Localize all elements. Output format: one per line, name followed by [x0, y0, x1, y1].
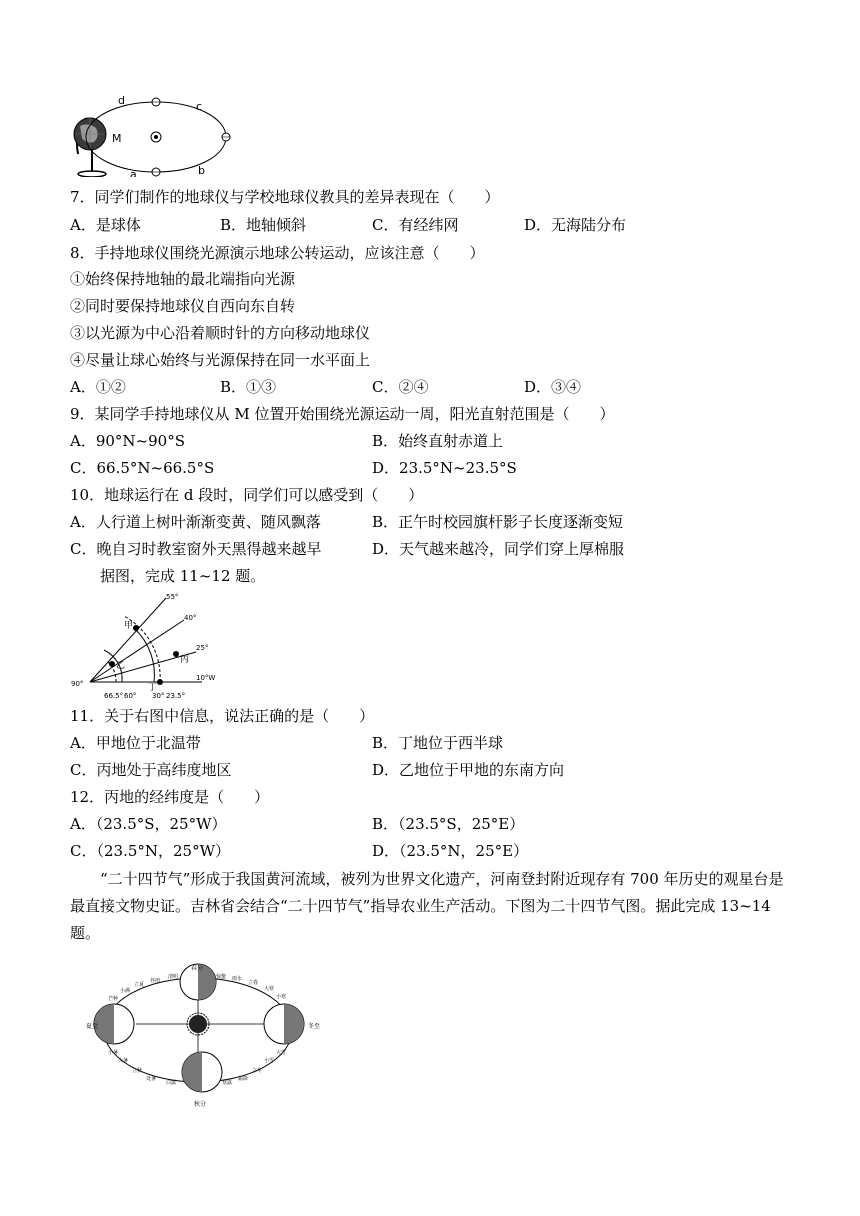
globe-winter	[264, 1004, 304, 1044]
intro-11-12: 据图，完成 11~12 题。	[100, 567, 266, 585]
graticule-figure	[68, 590, 228, 702]
term-13: 立冬	[252, 1068, 263, 1074]
graticule-label-66-5: 66.5°	[104, 692, 124, 700]
graticule-label-jia: 甲	[124, 621, 134, 631]
solar-terms-figure	[86, 962, 332, 1110]
term-dongzhi: 冬至	[308, 1023, 321, 1030]
q9-option-d: D．23.5°N~23.5°S	[372, 459, 517, 477]
q8-item-3: ③以光源为中心沿着顺时针的方向移动地球仪	[70, 324, 371, 342]
q9-option-c: C．66.5°N~66.5°S	[70, 459, 215, 477]
term-xiazhi: 夏至	[86, 1023, 99, 1030]
orbit-label-a: a	[130, 168, 137, 177]
q8-item-4: ④尽量让球心始终与光源保持在同一水平面上	[70, 351, 371, 369]
q8-item-1: ①始终保持地轴的最北端指向光源	[70, 270, 296, 288]
graticule-label-23-5: 23.5°	[166, 692, 186, 700]
q11-stem: 11．关于右图中信息，说法正确的是（ ）	[70, 707, 375, 725]
term-16: 小寒	[276, 994, 287, 1000]
term-3: 立夏	[134, 982, 145, 988]
graticule-label-40: 40°	[184, 614, 197, 622]
term-6: 小暑	[108, 1050, 119, 1056]
graticule-label-bing: 丙	[180, 655, 190, 665]
q9-option-a: A．90°N~90°S	[70, 432, 185, 450]
q7-option-c: C．有经纬网	[372, 216, 459, 234]
q9-option-b: B．始终直射赤道上	[372, 432, 504, 450]
q10-option-a: A．人行道上树叶渐渐变黄、随风飘落	[70, 513, 321, 531]
passage-13-14: “二十四节气”形成于我国黄河流域，被列为世界文化遗产，河南登封附近现存有 700 年历史的观星台是最直接文物史证。吉林省会结合“二十四节气”指导农业生产活动。下图为二十四节气图。据此完成 13~14 题。	[70, 870, 784, 942]
globe-autumn	[182, 1052, 222, 1092]
q8-option-c: C．②④	[372, 378, 429, 396]
term-4: 小满	[120, 988, 131, 994]
q9-stem: 9．某同学手持地球仪从 M 位置开始围绕光源运动一周，阳光直射范围是（ ）	[70, 405, 615, 423]
q12-option-c: C．（23.5°N，25°W）	[70, 842, 231, 860]
term-10: 白露	[166, 1080, 177, 1086]
orbit-label-c: c	[196, 100, 203, 113]
term-1: 清明	[168, 974, 179, 980]
term-20: 惊蛰	[216, 974, 227, 980]
graticule-label-yi: 乙	[116, 661, 126, 671]
term-2: 谷雨	[150, 978, 161, 984]
q12-option-b: B．（23.5°S，25°E）	[372, 815, 525, 833]
q11-option-a: A．甲地位于北温带	[70, 734, 201, 752]
q10-option-d: D．天气越来越冷，同学们穿上厚棉服	[372, 540, 625, 558]
q8-option-b: B．①③	[220, 378, 277, 396]
q11-option-d: D．乙地位于甲地的东南方向	[372, 761, 565, 779]
term-15: 大雪	[276, 1050, 287, 1056]
orbit-label-d: d	[118, 94, 125, 107]
term-5: 芒种	[108, 996, 119, 1002]
graticule-label-30: 30°	[152, 692, 165, 700]
q7-option-b: B．地轴倾斜	[220, 216, 307, 234]
q12-option-d: D．（23.5°N，25°E）	[372, 842, 529, 860]
q7-option-a: A．是球体	[70, 216, 141, 234]
q12-option-a: A．（23.5°S，25°W）	[70, 815, 227, 833]
q8-option-d: D．③④	[524, 378, 582, 396]
term-14: 小雪	[264, 1058, 275, 1064]
q11-option-c: C．丙地处于高纬度地区	[70, 761, 232, 779]
term-qiufen: 秋分	[194, 1101, 207, 1108]
term-11: 寒露	[222, 1080, 233, 1086]
q10-option-b: B．正午时校园旗杆影子长度逐渐变短	[372, 513, 624, 531]
graticule-label-55: 55°	[166, 593, 179, 601]
graticule-label-10w: 10°W	[196, 674, 216, 682]
globe-summer	[94, 1004, 134, 1044]
q12-stem: 12．丙地的经纬度是（ ）	[70, 788, 270, 806]
term-12: 霜降	[238, 1076, 249, 1082]
q7-stem: 7．同学们制作的地球仪与学校地球仪教具的差异表现在（ ）	[70, 188, 500, 206]
graticule-label-25: 25°	[196, 644, 209, 652]
q8-option-a: A．①②	[70, 378, 126, 396]
q8-stem: 8．手持地球仪围绕光源演示地球公转运动，应该注意（ ）	[70, 244, 485, 262]
term-17: 大寒	[264, 986, 275, 992]
orbit-label-b: b	[198, 164, 205, 177]
q8-item-2: ②同时要保持地球仪自西向东自转	[70, 297, 296, 315]
orbit-figure	[66, 92, 246, 177]
q11-option-b: B．丁地位于西半球	[372, 734, 504, 752]
graticule-label-90: 90°	[71, 680, 84, 688]
term-chunfen: 春分	[191, 965, 204, 972]
term-19: 雨水	[232, 976, 243, 982]
orbit-label-m: M	[112, 132, 122, 145]
term-7: 大暑	[118, 1058, 129, 1064]
term-18: 立春	[248, 980, 259, 986]
term-9: 处暑	[146, 1076, 157, 1082]
graticule-label-60: 60°	[124, 692, 137, 700]
q7-option-d: D．无海陆分布	[524, 216, 627, 234]
q10-option-c: C．晚自习时教室窗外天黑得越来越早	[70, 540, 322, 558]
q10-stem: 10．地球运行在 d 段时，同学们可以感受到（ ）	[70, 486, 424, 504]
graticule-label-ding: 丁	[148, 683, 158, 693]
globe-icon	[74, 118, 106, 177]
term-8: 立秋	[132, 1068, 143, 1074]
